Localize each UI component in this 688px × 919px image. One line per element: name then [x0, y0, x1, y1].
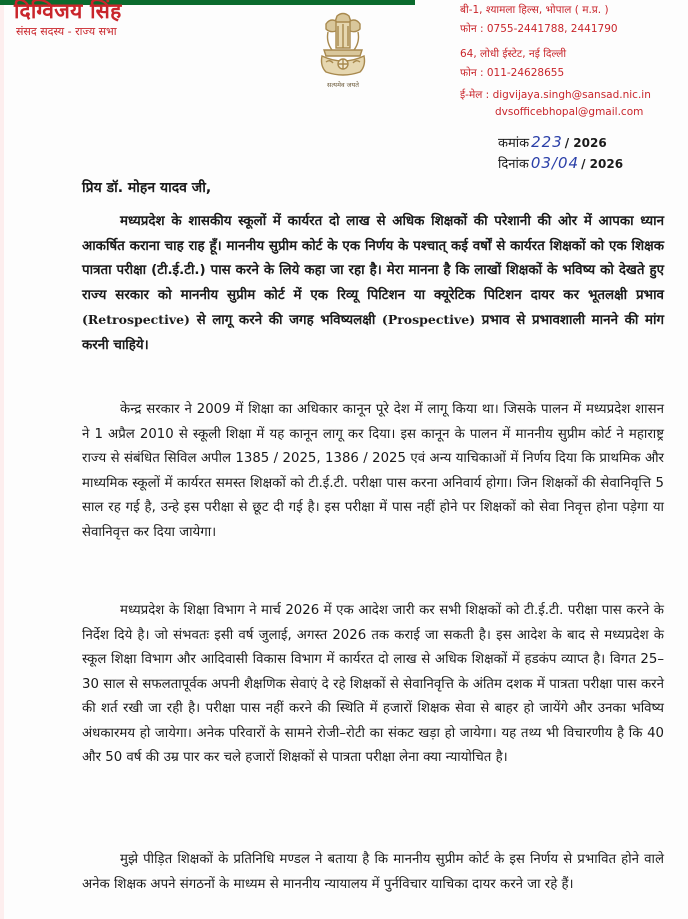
paragraph-4: मुझे पीड़ित शिक्षकों के प्रतिनिधि मण्डल ने बताया है कि माननीय सुप्रीम कोर्ट के इस निर्णय से प्रभावित होने वाले अनेक शिक्षक अपने संगठनों के माध्यम से माननीय न्यायालय में पुर्नविचार याचिका दायर करने जा रहे हैं। [82, 852, 664, 892]
paragraph-3: मध्यप्रदेश के शिक्षा विभाग ने मार्च 2026 में एक आदेश जारी कर सभी शिक्षकों को टी.ई.टी. परीक्षा पास करने के निर्देश दिये है। जो संभवतः इसी वर्ष जुलाई, अगस्त 2026 तक कराई जा सकती है। इस आदेश के बाद से मध्यप्रदेश के स्कूल शिक्षा विभाग और आदिवासी विकास विभाग में कार्यरत दो लाख से अधिक शिक्षकों में हडकंप व्याप्त है। विगत 25–30 साल से सफलतापूर्वक अपनी शैक्षणिक सेवाएं दे रहे शिक्षकों से सेवानिवृत्ति के अंतिम दशक में पात्रता परीक्षा पास करने की शर्त रखी जा रही है। परीक्षा पास नहीं करने की स्थिति में हजारों शिक्षक सेवा से बाहर हो जायेंगे और उनका भविष्य अंधकारमय हो जायेगा। अनेक परिवारों के सामने रोजी–रोटी का संकट खड़ा हो जायेगा। यह तथ्य भी विचारणीय है कि 40 और 50 वर्ष की उम्र पार कर चले हजारों शिक्षकों से पात्रता परीक्षा लेना क्या न्यायोचित है। [82, 603, 664, 765]
term-prospective: (Prospective) [381, 312, 476, 327]
email-label: ई-मेल : [460, 89, 493, 101]
paragraph-2: केन्द्र सरकार ने 2009 में शिक्षा का अधिकार कानून पूरे देश में लागू किया था। जिसके पालन में मध्यप्रदेश शासन ने 1 अप्रैल 2010 से स्कूली शिक्षा में यह कानून लागू कर दिया। इस कानून के पालन में माननीय सुप्रीम कोर्ट ने महाराष्ट्र राज्य से संबंधित सिविल अपील 1385 / 2025, 1386 / 2025 एवं अन्य याचिकाओं में निर्णय दिया कि प्राथमिक और माध्यमिक स्कूलों में कार्यरत समस्त शिक्षकों को टी.ई.टी. परीक्षा पास करना अनिवार्य होगा। जिन शिक्षकों की सेवानिवृत्ति 5 साल रह गई है, उन्हे इस परीक्षा से छूट दी गई है। इस परीक्षा में पास नहीं होने पर शिक्षकों को सेवा निवृत्त होना पड़ेगा या सेवानिवृत्त कर दिया जायेगा। [82, 402, 664, 540]
sender-title: संसद सदस्य - राज्य सभा [16, 25, 117, 38]
reference-date-label: दिनांक [498, 157, 529, 172]
sender-name: दिग्विजय सिंह [14, 0, 122, 23]
email-primary[interactable]: digvijaya.singh@sansad.nic.in [492, 89, 651, 101]
email-line [460, 88, 651, 102]
reference-number-label: कमांक [498, 136, 530, 151]
paragraph-1-part-b: से लागू करने की जगह भविष्यलक्षी [189, 313, 382, 328]
paragraph-1-part-c: प्रभाव से प्रभावशाली मानने की मांग करनी चाहिये। [82, 313, 664, 353]
reference-number-year: / 2026 [564, 136, 607, 150]
email-secondary[interactable]: dvsofficebhopal@gmail.com [495, 106, 644, 118]
left-margin-strip [0, 5, 4, 919]
reference-number-handwritten: 223 [531, 133, 563, 151]
emblem-motto: सत्यमेव जयते [327, 81, 359, 89]
address-bhopal: बी-1, श्यामला हिल्स, भोपाल ( म.प्र. ) [460, 4, 609, 16]
reference-date-year: / 2026 [581, 157, 624, 171]
phone-delhi: फोन : 011-24628655 [460, 67, 565, 79]
phone-bhopal: फोन : 0755-2441788, 2441790 [460, 23, 618, 35]
term-retrospective: (Retrospective) [82, 312, 190, 327]
reference-date [498, 154, 623, 174]
reference-date-handwritten: 03/04 [530, 154, 580, 172]
paragraph-1 [82, 210, 664, 358]
reference-number [498, 133, 607, 153]
paragraph-1-part-a: मध्यप्रदेश के शासकीय स्कूलों में कार्यरत दो लाख से अधिक शिक्षकों की परेशानी की ओर में आपका ध्यान आकर्षित कराना चाह राह हूँ। माननीय सुप्रीम कोर्ट के एक निर्णय के पश्चात् कई वर्षों से कार्यरत शिक्षकों को एक शिक्षक पात्रता परीक्षा (टी.ई.टी.) पास करने के लिये कहा जा रहा है। मेरा मानना है कि लाखों शिक्षकों के भविष्य को देखते हुए राज्य सरकार को माननीय सुप्रीम कोर्ट में एक रिव्यू पिटिशन या क्यूरेटिक पिटिशन दायर कर भूतलक्षी प्रभाव [82, 214, 664, 303]
national-emblem-icon [312, 4, 374, 92]
address-delhi: 64, लोधी ईस्टेट, नई दिल्ली [460, 48, 567, 60]
salutation: प्रिय डॉ. मोहन यादव जी, [82, 180, 212, 196]
